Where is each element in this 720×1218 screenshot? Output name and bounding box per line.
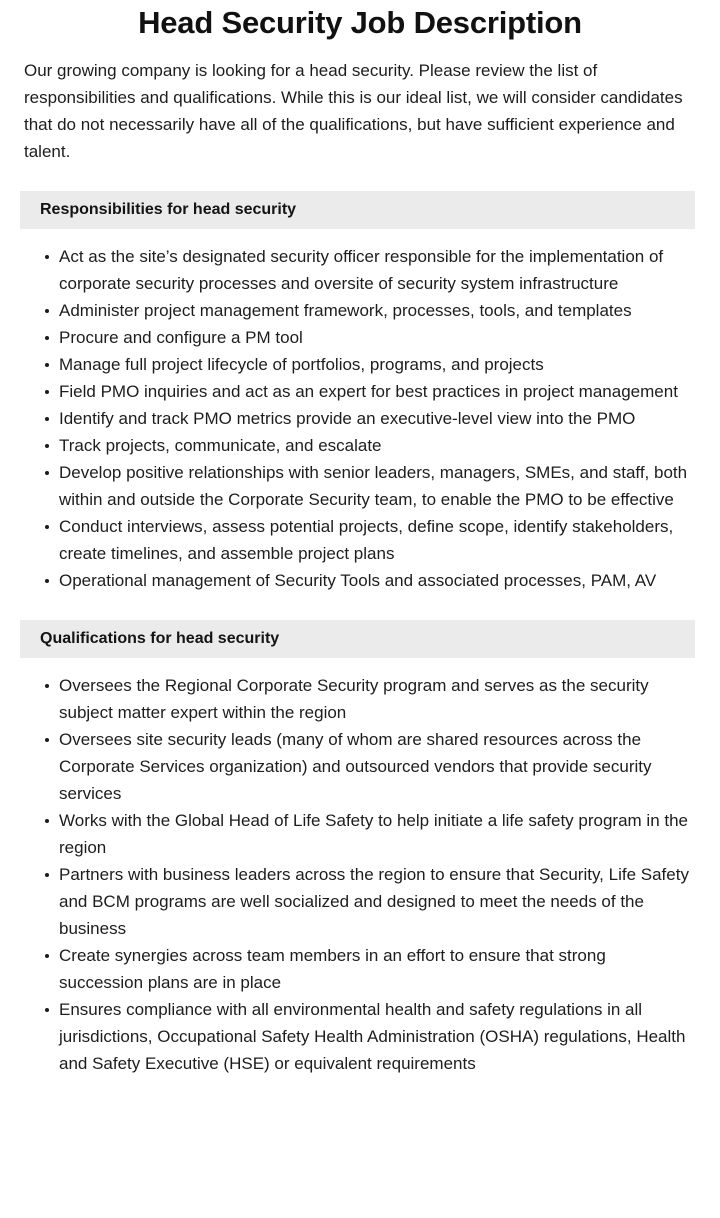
list-item: Works with the Global Head of Life Safety to help initiate a life safety program in the region	[0, 807, 720, 861]
list-item: Partners with business leaders across the region to ensure that Security, Life Safety and BCM programs are well socialized and designed to meet the needs of the business	[0, 861, 720, 942]
page-title: Head Security Job Description	[138, 5, 582, 40]
section-qualifications	[0, 620, 720, 1077]
list-item: Operational management of Security Tools and associated processes, PAM, AV	[0, 567, 720, 594]
list-item: Administer project management framework, processes, tools, and templates	[0, 297, 720, 324]
bottom-spacer	[0, 1077, 720, 1101]
list-item: Create synergies across team members in an effort to ensure that strong succession plans are in place	[0, 942, 720, 996]
responsibilities-list	[0, 243, 720, 594]
list-item: Identify and track PMO metrics provide an executive-level view into the PMO	[0, 405, 720, 432]
list-item: Ensures compliance with all environmental health and safety regulations in all jurisdictions, Occupational Safety Health Administration (OSHA) regulations, Health and Safety Executive (HSE) or equivalent requirements	[0, 996, 720, 1077]
intro-paragraph: Our growing company is looking for a head security. Please review the list of responsibilities and qualifications. While this is our ideal list, we will consider candidates that do not necessarily have all of the qualifications, but have sufficient experience and talent.	[24, 61, 683, 161]
list-item: Field PMO inquiries and act as an expert for best practices in project management	[0, 378, 720, 405]
section-heading-label: Qualifications for head security	[40, 630, 280, 647]
list-item: Procure and configure a PM tool	[0, 324, 720, 351]
section-body-qualifications	[0, 658, 720, 1077]
list-item: Conduct interviews, assess potential projects, define scope, identify stakeholders, create timelines, and assemble project plans	[0, 513, 720, 567]
list-item: Oversees the Regional Corporate Security program and serves as the security subject matter expert within the region	[0, 672, 720, 726]
list-item: Act as the site’s designated security officer responsible for the implementation of corporate security processes and oversite of security system infrastructure	[0, 243, 720, 297]
qualifications-list	[0, 672, 720, 1077]
section-header-qualifications	[20, 620, 695, 658]
list-item: Track projects, communicate, and escalate	[0, 432, 720, 459]
section-heading-label: Responsibilities for head security	[40, 201, 297, 218]
list-item: Manage full project lifecycle of portfolios, programs, and projects	[0, 351, 720, 378]
section-header-responsibilities	[20, 191, 695, 229]
list-item: Oversees site security leads (many of whom are shared resources across the Corporate Services organization) and outsourced vendors that provide security services	[0, 726, 720, 807]
section-responsibilities	[0, 191, 720, 594]
list-item: Develop positive relationships with senior leaders, managers, SMEs, and staff, both within and outside the Corporate Security team, to enable the PMO to be effective	[0, 459, 720, 513]
section-body-responsibilities	[0, 229, 720, 594]
